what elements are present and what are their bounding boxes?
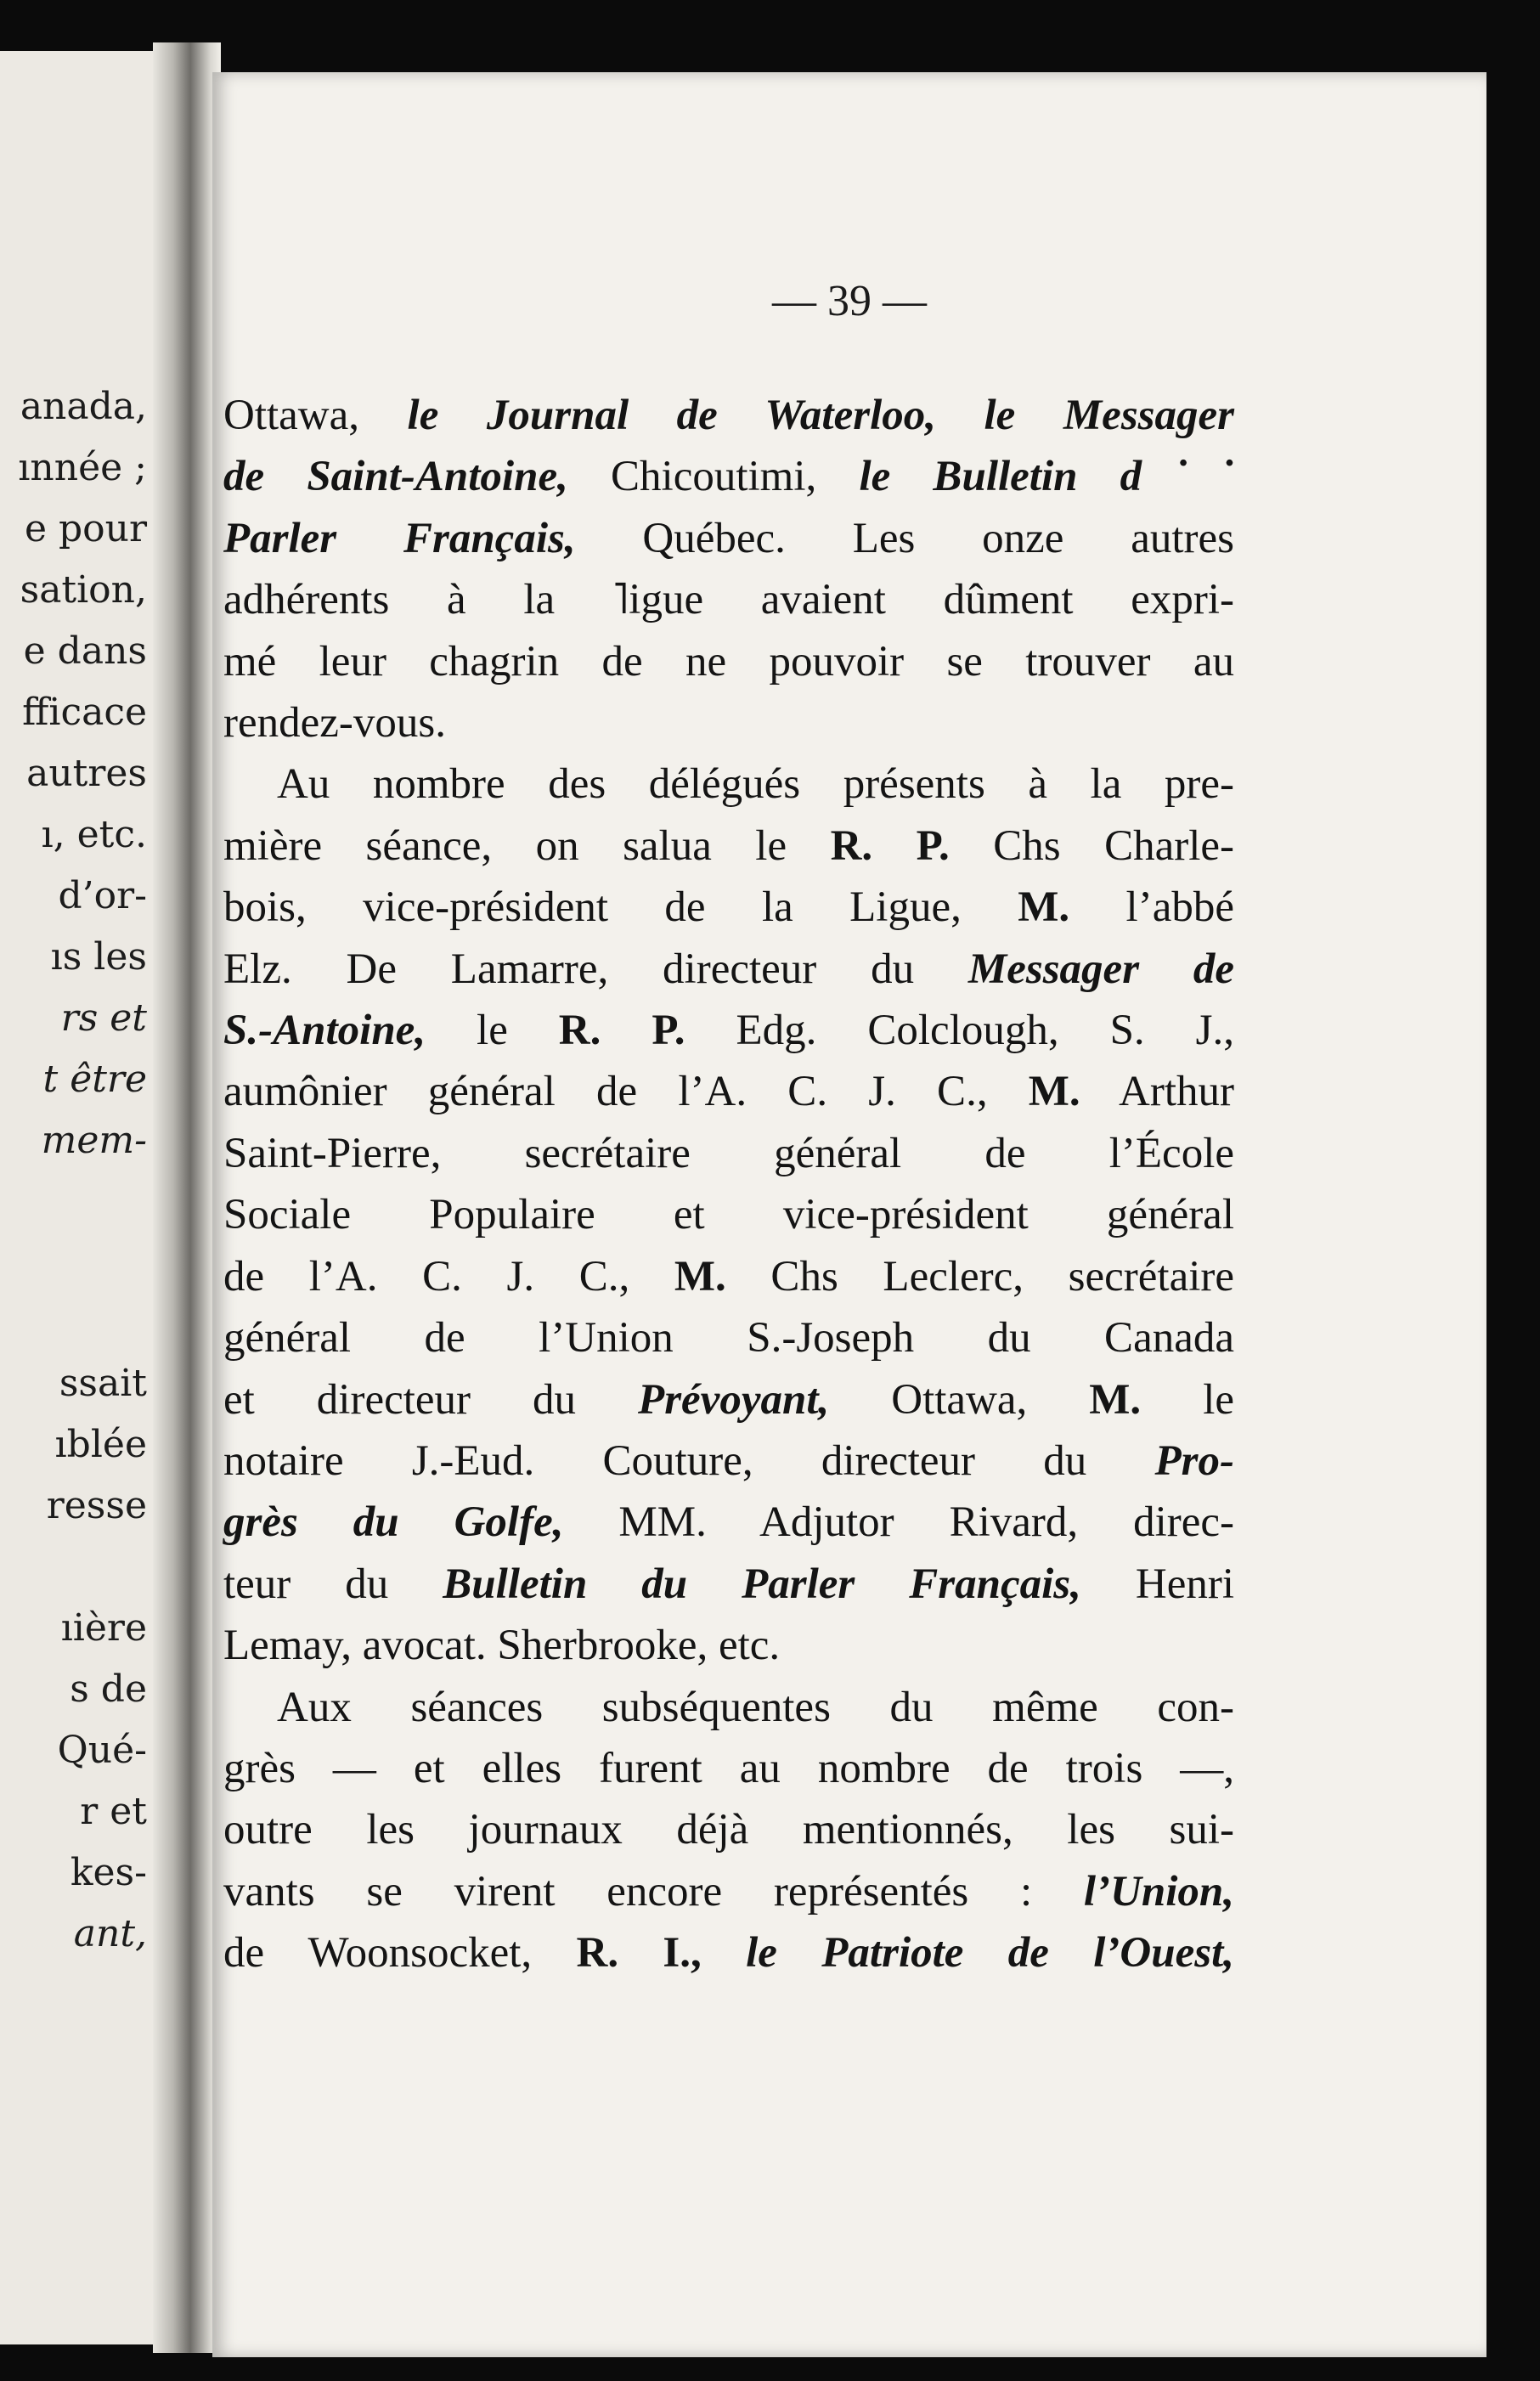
left-line: resse <box>46 1484 147 1527</box>
left-line: ıblée <box>54 1423 147 1466</box>
left-line: kes- <box>70 1851 147 1894</box>
text-line: S.-Antoine, le R. P. Edg. Colclough, S. J., <box>223 1007 1234 1055</box>
text-line: de Saint-Antoine, Chicoutimi, le Bulletin d˙˙ <box>223 453 1234 501</box>
left-line: d’or- <box>58 874 147 917</box>
page-body <box>223 385 1234 1984</box>
left-line: autres <box>26 752 147 795</box>
left-line: e pour <box>24 507 147 550</box>
left-line: t être <box>42 1058 147 1101</box>
text-line: teur du Bulletin du Parler Français, Henri <box>223 1560 1234 1608</box>
left-line: fficace <box>22 691 147 734</box>
text-line: adhérents à la ˥igue avaient dûment expri- <box>223 576 1234 624</box>
left-line: ınnée ; <box>18 446 147 489</box>
left-line: Qué- <box>57 1729 147 1772</box>
text-line: et directeur du Prévoyant, Ottawa, M. le <box>223 1375 1234 1424</box>
left-line: s de <box>70 1667 147 1711</box>
text-line: aumônier général de l’A. C. J. C., M. Arthur <box>223 1068 1235 1116</box>
left-line: ant, <box>73 1912 147 1955</box>
text-line: Lemay, avocat. Sherbrooke, etc. <box>223 1622 781 1670</box>
book-page <box>212 72 1486 2357</box>
left-line: e dans <box>23 629 147 673</box>
text-line: mé leur chagrin de ne pouvoir se trouver au <box>223 637 1234 686</box>
left-facing-page <box>0 51 166 2344</box>
text-line: de Woonsocket, R. I., le Patriote de l’Ouest, <box>223 1929 1234 1978</box>
left-line: ssait <box>59 1362 147 1405</box>
text-line: Elz. De Lamarre, directeur du Messager de <box>223 945 1234 993</box>
text-line: Au nombre des délégués présents à la pre- <box>277 760 1234 809</box>
text-line: outre les journaux déjà mentionnés, les sui- <box>223 1806 1234 1854</box>
text-line: Saint-Pierre, secrétaire général de l’École <box>223 1129 1234 1177</box>
page-number: — 39 — <box>772 277 927 325</box>
text-line: Ottawa, le Journal de Waterloo, le Messager <box>223 392 1234 439</box>
left-line: mem- <box>41 1119 147 1162</box>
text-line: mière séance, on salua le R. P. Chs Charle- <box>223 821 1234 870</box>
left-line: ıière <box>60 1606 147 1650</box>
text-line: de l’A. C. J. C., M. Chs Leclerc, secrétaire <box>223 1252 1234 1301</box>
left-line: sation, <box>20 568 147 612</box>
text-line: bois, vice-président de la Ligue, M. l’abbé <box>223 883 1234 932</box>
text-line: grès du Golfe, MM. Adjutor Rivard, direc- <box>223 1498 1234 1547</box>
text-line: notaire J.-Eud. Couture, directeur du Pro- <box>223 1436 1234 1485</box>
left-line: r et <box>80 1790 147 1833</box>
text-line: Sociale Populaire et vice-président général <box>223 1191 1234 1239</box>
text-line: Parler Français, Québec. Les onze autres <box>223 514 1234 562</box>
left-line: ı, etc. <box>41 813 147 856</box>
text-line: rendez-vous. <box>223 699 446 748</box>
text-line: Aux séances subséquentes du même con- <box>277 1683 1234 1731</box>
left-line: rs et <box>60 996 147 1040</box>
text-line: vants se virent encore représentés : l’Union, <box>223 1867 1234 1916</box>
left-line: ıs les <box>50 935 147 979</box>
text-line: général de l’Union S.-Joseph du Canada <box>223 1314 1234 1363</box>
text-line: grès — et elles furent au nombre de trois —, <box>223 1744 1234 1792</box>
left-line: anada, <box>20 385 147 428</box>
book-gutter <box>153 42 221 2353</box>
